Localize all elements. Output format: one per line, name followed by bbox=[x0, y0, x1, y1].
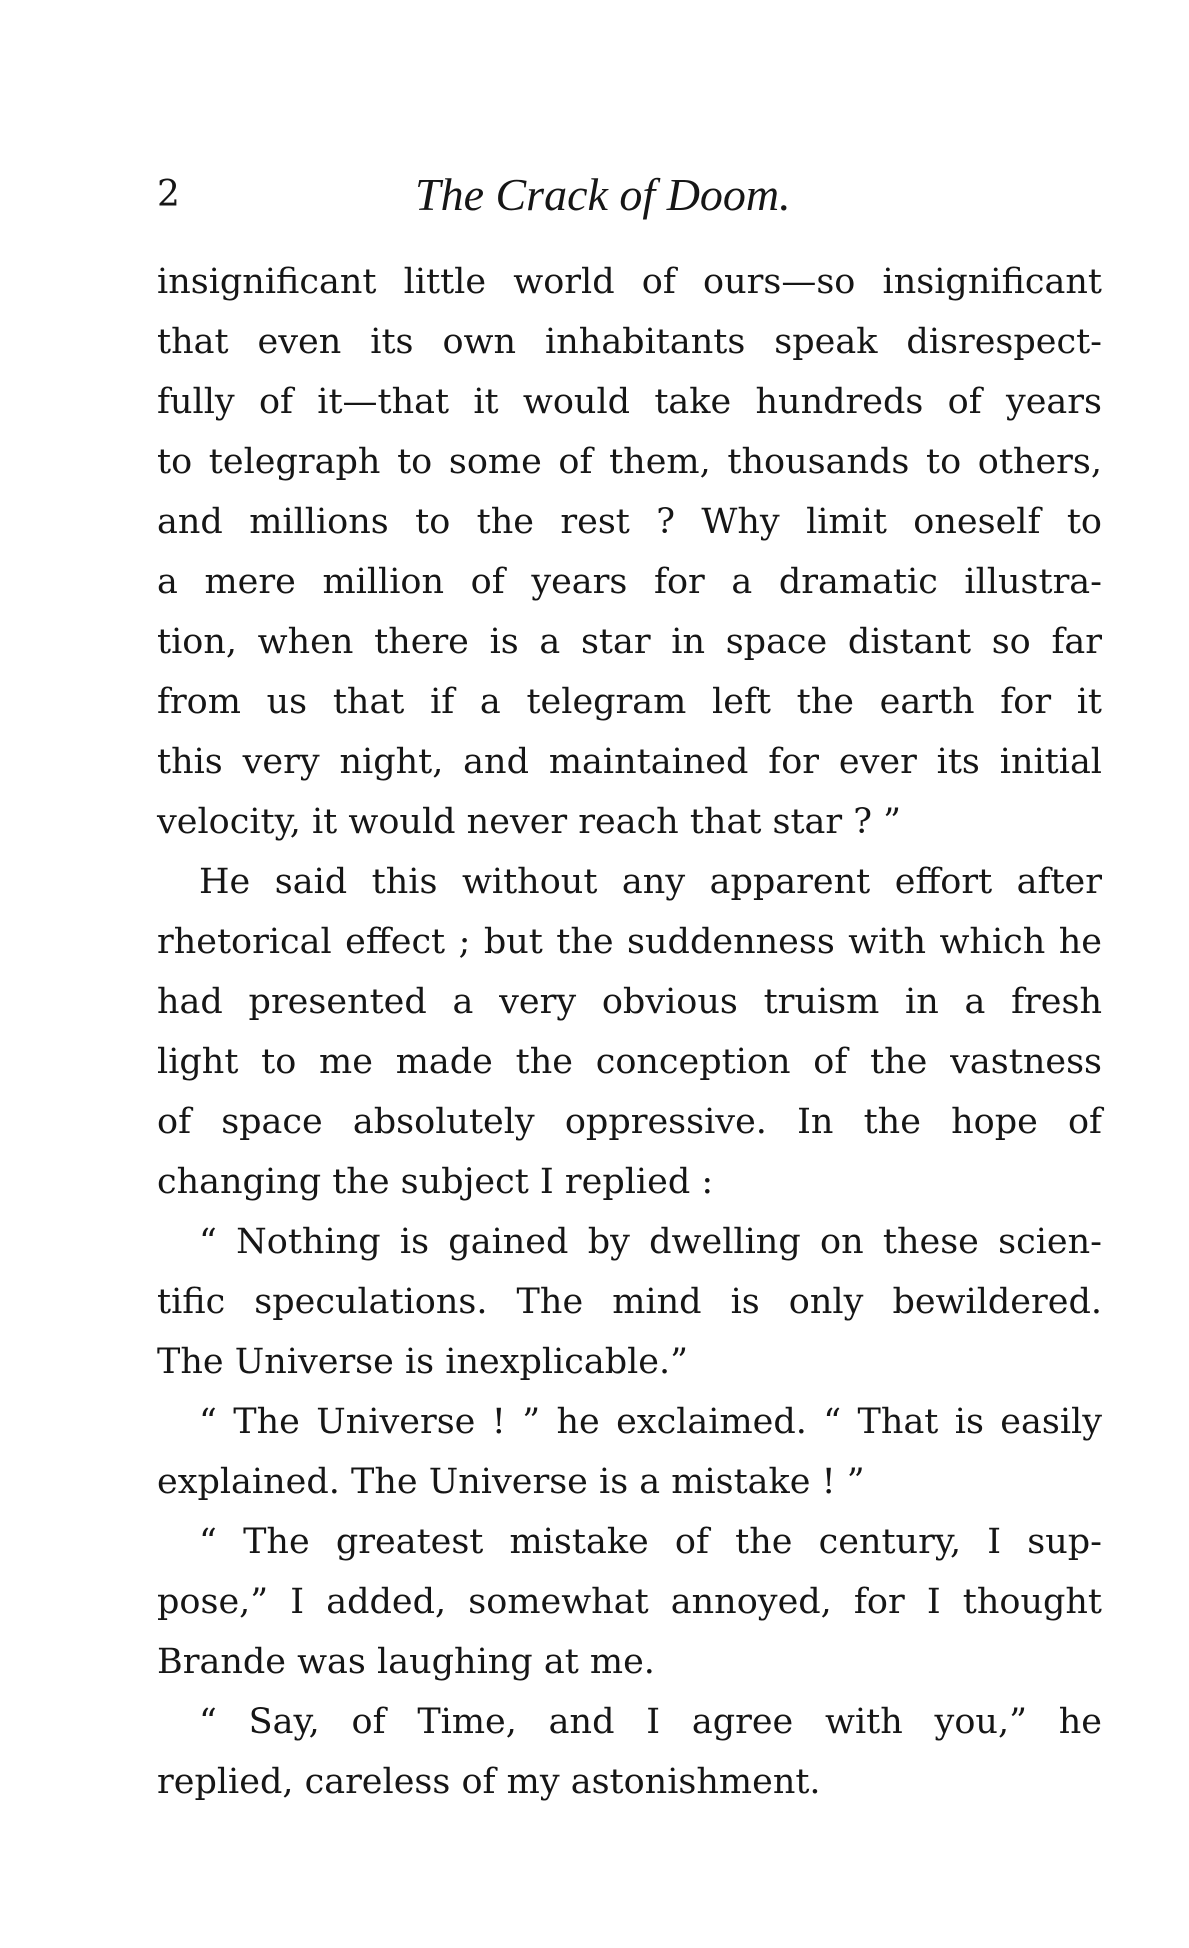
text-line: “ Say, of Time, and I agree with you,” he bbox=[199, 1702, 1102, 1742]
text-line: from us that if a telegram left the earth for it bbox=[157, 682, 1102, 722]
text-line: tion, when there is a star in space distant so far bbox=[157, 622, 1102, 662]
text-line: rhetorical effect ; but the suddenness with which he bbox=[157, 922, 1102, 962]
text-line: velocity, it would never reach that star ? ” bbox=[157, 802, 902, 842]
text-line: a mere million of years for a dramatic illustra- bbox=[157, 562, 1102, 602]
page-number: 2 bbox=[157, 174, 180, 215]
text-line: Brande was laughing at me. bbox=[157, 1642, 655, 1682]
text-line: fully of it—that it would take hundreds of years bbox=[157, 382, 1102, 422]
text-line: light to me made the conception of the vastness bbox=[157, 1042, 1102, 1082]
running-header bbox=[0, 165, 1189, 225]
text-line: this very night, and maintained for ever its initial bbox=[157, 742, 1102, 782]
text-line: that even its own inhabitants speak disrespect- bbox=[157, 322, 1102, 362]
text-line: “ Nothing is gained by dwelling on these scien- bbox=[199, 1222, 1102, 1262]
text-line: tific speculations. The mind is only bewildered. bbox=[157, 1282, 1102, 1322]
text-line: The Universe is inexplicable.” bbox=[157, 1342, 689, 1382]
text-line: had presented a very obvious truism in a fresh bbox=[157, 982, 1102, 1022]
text-line: and millions to the rest ? Why limit oneself to bbox=[157, 502, 1102, 542]
text-line: He said this without any apparent effort after bbox=[199, 862, 1102, 902]
text-line: “ The Universe ! ” he exclaimed. “ That is easily bbox=[199, 1402, 1102, 1442]
text-line: to telegraph to some of them, thousands to others, bbox=[157, 442, 1102, 482]
running-title: The Crack of Doom. bbox=[415, 169, 791, 220]
text-line: changing the subject I replied : bbox=[157, 1162, 714, 1202]
text-line: of space absolutely oppressive. In the hope of bbox=[157, 1102, 1102, 1142]
text-line: insignificant little world of ours—so insignificant bbox=[157, 262, 1102, 302]
text-line: pose,” I added, somewhat annoyed, for I thought bbox=[157, 1582, 1102, 1622]
text-line: “ The greatest mistake of the century, I sup- bbox=[199, 1522, 1102, 1562]
text-line: replied, careless of my astonishment. bbox=[157, 1762, 821, 1802]
body-text bbox=[157, 252, 1102, 1812]
text-line: explained. The Universe is a mistake ! ” bbox=[157, 1462, 865, 1502]
